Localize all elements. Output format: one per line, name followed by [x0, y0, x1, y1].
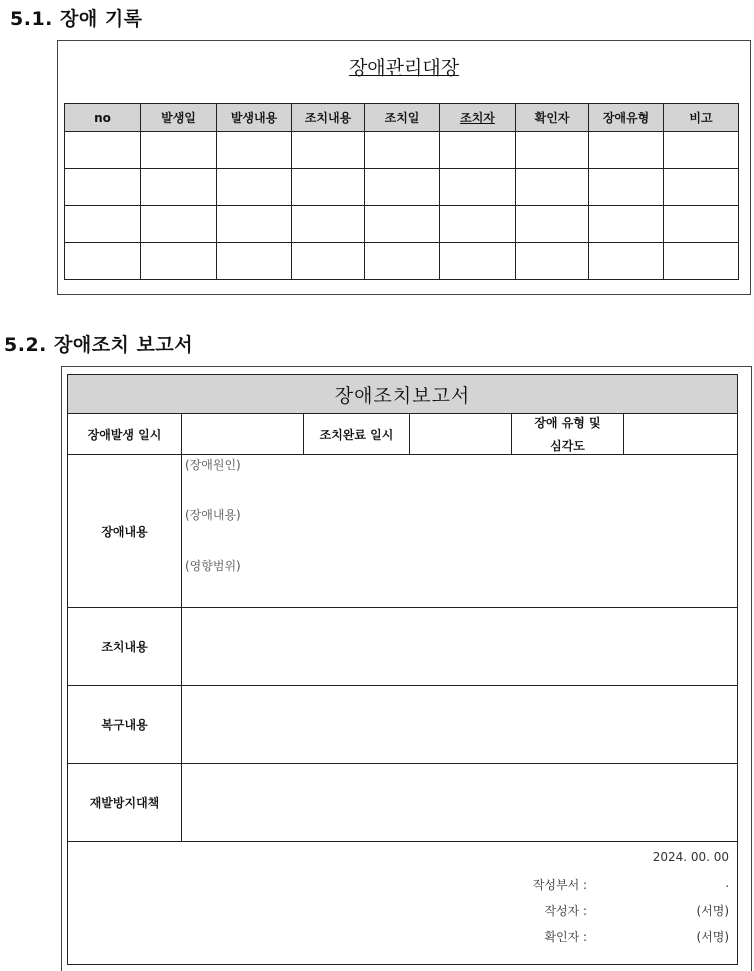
occur-datetime-value[interactable]: [182, 414, 304, 455]
fault-report-table: [67, 374, 738, 965]
table-cell[interactable]: [516, 206, 589, 243]
checker-label: 확인자 :: [544, 930, 588, 944]
table-cell[interactable]: [589, 243, 664, 280]
table-cell[interactable]: [141, 132, 217, 169]
occur-datetime-label: 장애발생 일시: [68, 414, 182, 455]
report-title: 장애조치보고서: [68, 375, 738, 414]
table-cell[interactable]: [141, 243, 217, 280]
table-row: [65, 206, 739, 243]
table-cell[interactable]: [292, 206, 365, 243]
report-footer: [68, 842, 738, 965]
table-cell[interactable]: [65, 169, 141, 206]
prevention-label: 재발방지대책: [68, 764, 182, 842]
table-cell[interactable]: [589, 169, 664, 206]
table-cell[interactable]: [589, 132, 664, 169]
action-label: 조치내용: [68, 608, 182, 686]
table-cell[interactable]: [365, 206, 440, 243]
table-cell[interactable]: [516, 243, 589, 280]
section-5-2-heading: 5.2. 장애조치 보고서: [4, 334, 194, 356]
table-cell[interactable]: [292, 243, 365, 280]
dept-value: .: [725, 876, 730, 890]
table-cell[interactable]: [664, 132, 739, 169]
table-cell[interactable]: [589, 206, 664, 243]
table-cell[interactable]: [141, 169, 217, 206]
table-cell[interactable]: [664, 206, 739, 243]
dept-label: 작성부서 :: [532, 878, 588, 892]
type-severity-label-line1: 장애 유형 및: [534, 416, 601, 430]
table-cell[interactable]: [365, 132, 440, 169]
table-row: [65, 243, 739, 280]
fault-log-title: 장애관리대장: [348, 57, 460, 79]
hint-detail: (장애내용): [185, 508, 241, 522]
table-cell[interactable]: [365, 243, 440, 280]
fault-content-label: 장애내용: [68, 455, 182, 608]
col-header-5: 조치자: [440, 104, 516, 132]
prevention-value[interactable]: [182, 764, 738, 842]
recovery-value[interactable]: [182, 686, 738, 764]
table-cell[interactable]: [217, 206, 292, 243]
table-cell[interactable]: [440, 169, 516, 206]
col-header-7: 장애유형: [589, 104, 664, 132]
table-cell[interactable]: [365, 169, 440, 206]
fault-log-table: [64, 103, 739, 280]
table-cell[interactable]: [65, 132, 141, 169]
table-cell[interactable]: [65, 206, 141, 243]
table-cell[interactable]: [141, 206, 217, 243]
fault-log-body: [65, 132, 739, 280]
table-row: [65, 132, 739, 169]
table-cell[interactable]: [664, 169, 739, 206]
report-date: 2024. 00. 00: [652, 850, 730, 864]
table-cell[interactable]: [440, 243, 516, 280]
type-severity-value[interactable]: [624, 414, 738, 455]
fault-report-frame: [61, 366, 752, 971]
section-5-1-heading: 5.1. 장애 기록: [10, 8, 143, 30]
col-header-0: no: [65, 104, 141, 132]
action-value[interactable]: [182, 608, 738, 686]
table-cell[interactable]: [65, 243, 141, 280]
fault-content-value[interactable]: [182, 455, 738, 608]
table-cell[interactable]: [292, 169, 365, 206]
type-severity-label: [512, 414, 624, 455]
col-header-6: 확인자: [516, 104, 589, 132]
table-cell[interactable]: [440, 206, 516, 243]
hint-cause: (장애원인): [185, 458, 241, 472]
recovery-label: 복구내용: [68, 686, 182, 764]
hint-scope: (영향범위): [185, 559, 241, 573]
table-cell[interactable]: [440, 132, 516, 169]
col-header-8: 비고: [664, 104, 739, 132]
checker-signature: (서명): [696, 930, 730, 944]
col-header-1: 발생일: [141, 104, 217, 132]
done-datetime-label: 조치완료 일시: [304, 414, 410, 455]
col-header-4: 조치일: [365, 104, 440, 132]
table-cell[interactable]: [217, 243, 292, 280]
writer-signature: (서명): [696, 904, 730, 918]
col-header-2: 발생내용: [217, 104, 292, 132]
type-severity-label-line2: 심각도: [550, 439, 585, 453]
table-cell[interactable]: [664, 243, 739, 280]
table-cell[interactable]: [516, 169, 589, 206]
writer-label: 작성자 :: [544, 904, 588, 918]
table-cell[interactable]: [217, 132, 292, 169]
fault-log-frame: [57, 40, 751, 295]
done-datetime-value[interactable]: [410, 414, 512, 455]
table-cell[interactable]: [292, 132, 365, 169]
table-row: [65, 169, 739, 206]
fault-log-header-row: [65, 104, 739, 132]
table-cell[interactable]: [516, 132, 589, 169]
table-cell[interactable]: [217, 169, 292, 206]
col-header-3: 조치내용: [292, 104, 365, 132]
